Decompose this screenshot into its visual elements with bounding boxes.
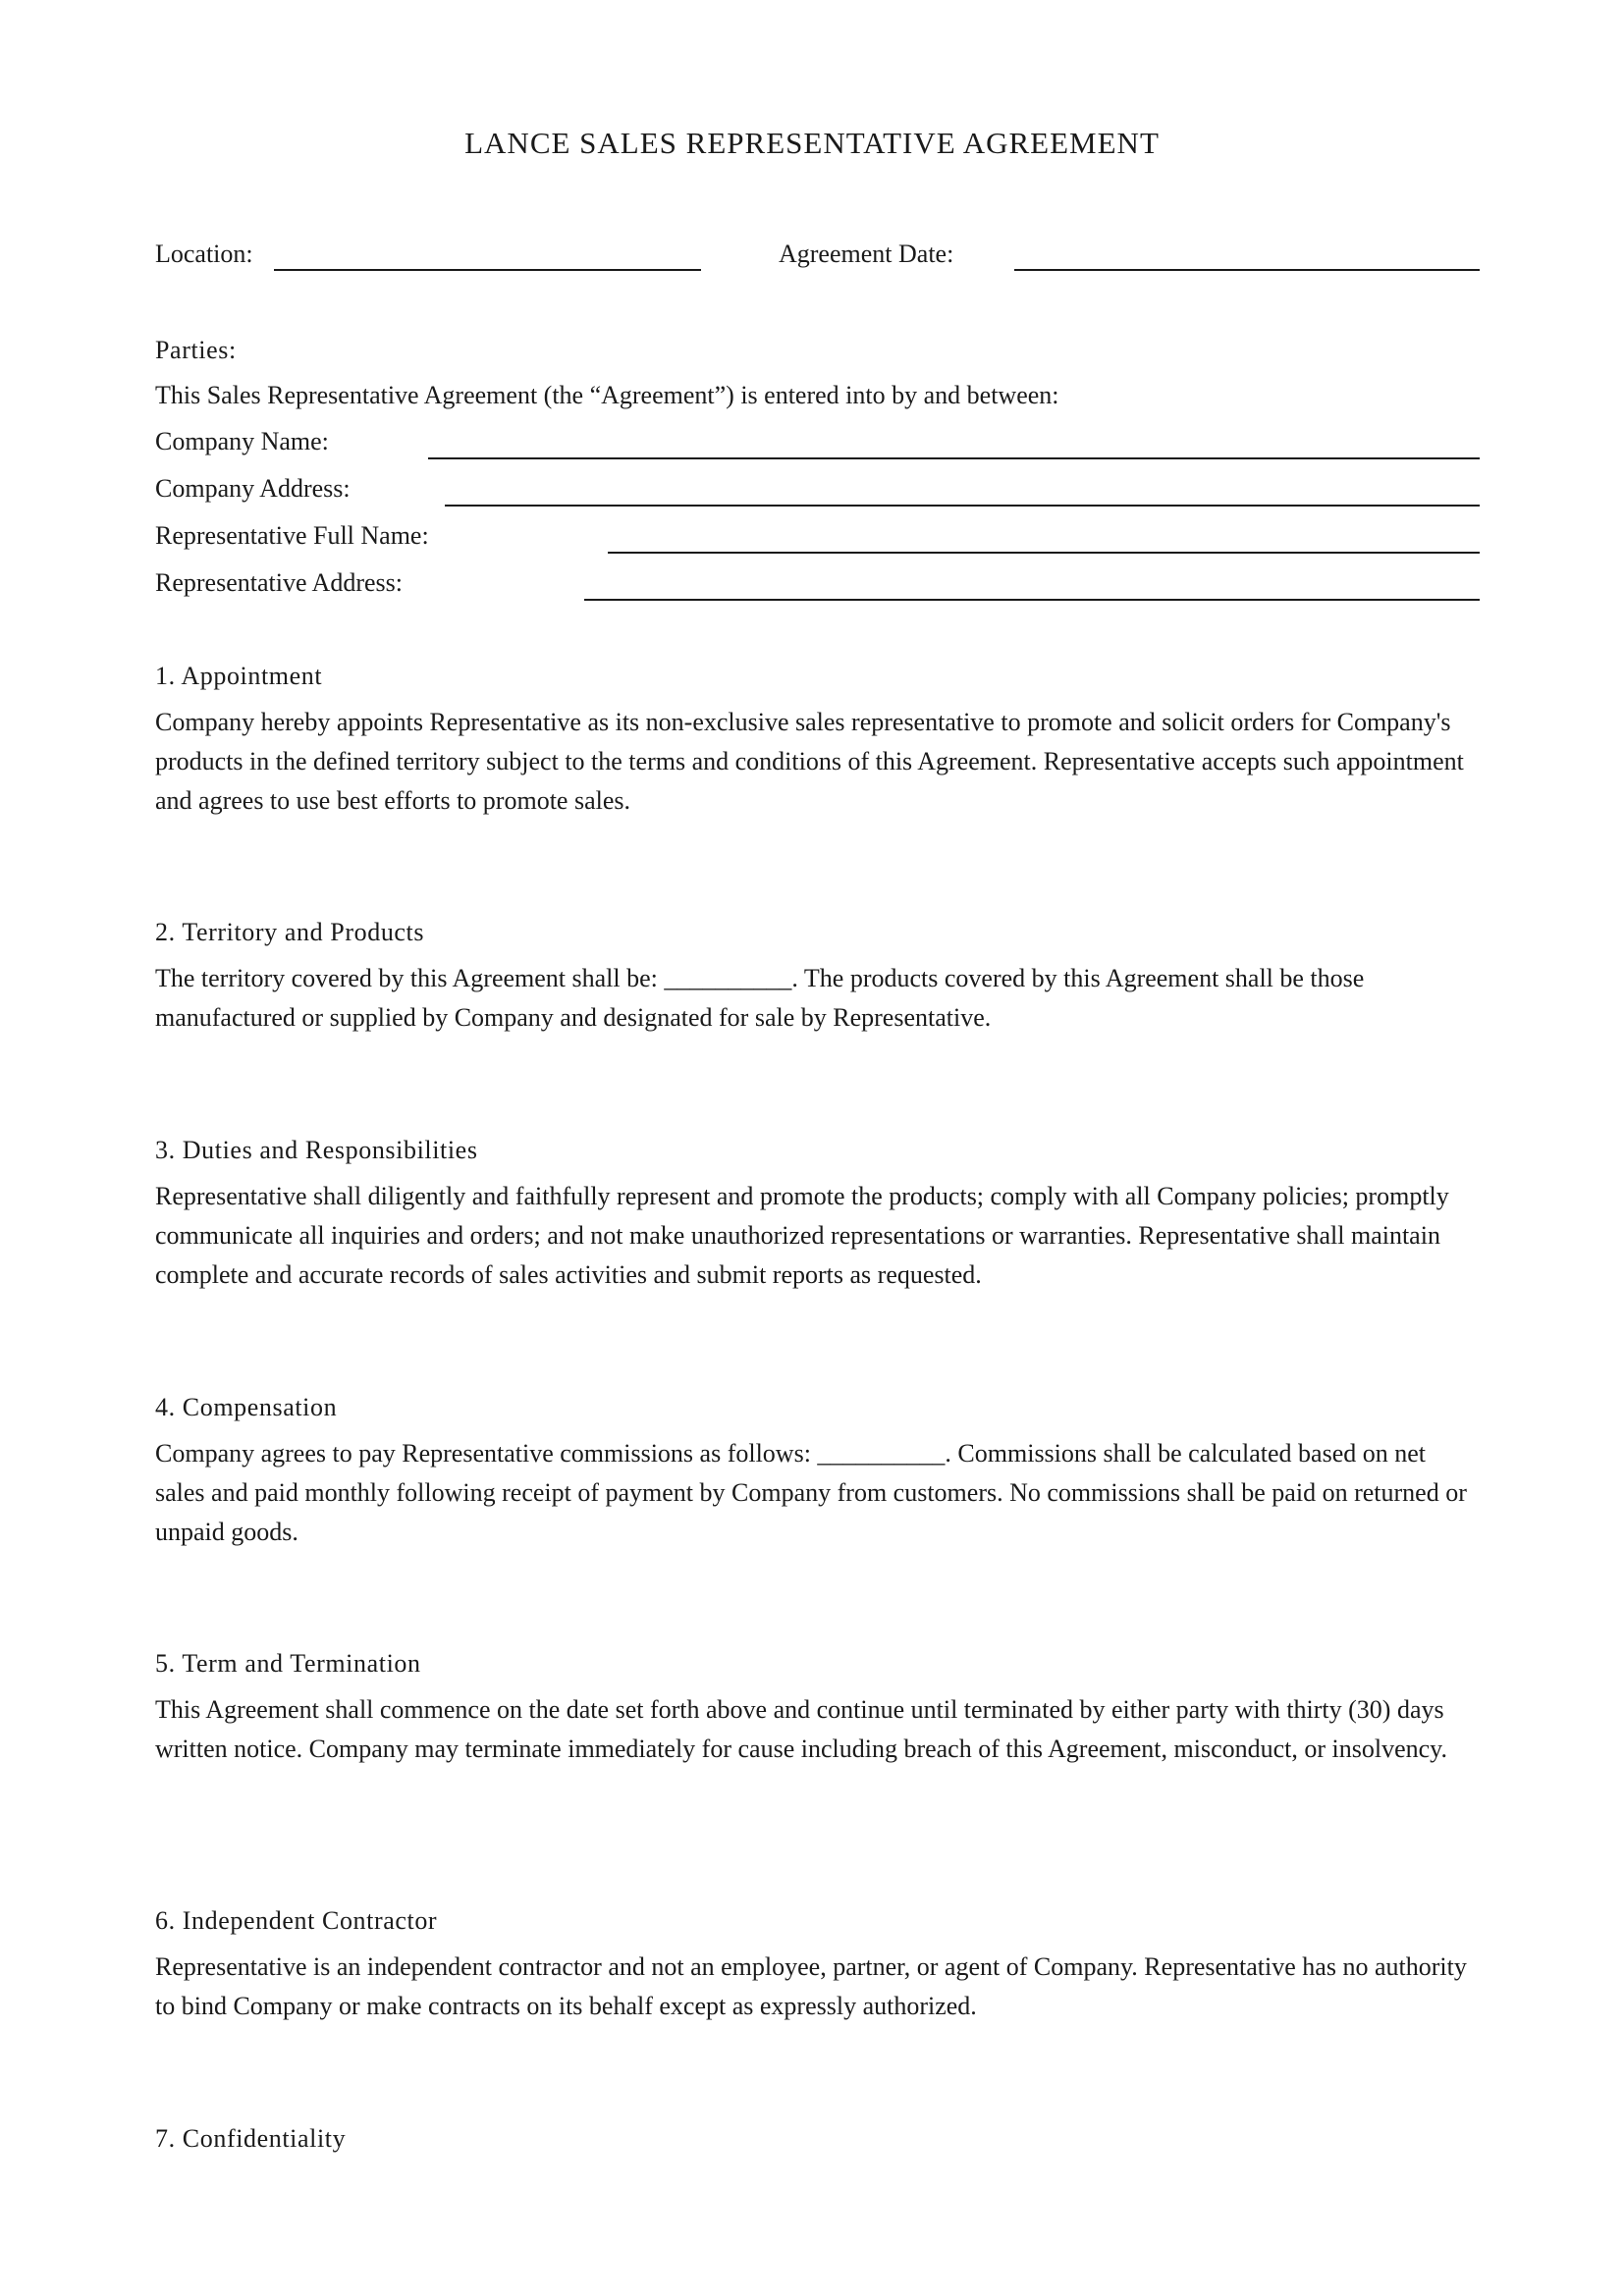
section-heading: 2. Territory and Products (155, 918, 425, 946)
company-name-label: Company Name: (155, 427, 329, 455)
section-heading: 1. Appointment (155, 662, 323, 690)
company-address-label: Company Address: (155, 474, 351, 503)
section-body: The territory covered by this Agreement shall be: __________. The products covered by this Agreement shall be those manufactured or supplied by Company and designated for sale by Representative. (155, 964, 1365, 1032)
section-body: Representative is an independent contractor and not an employee, partner, or agent of Company. Representative has no authority to bind Company or make contracts on its behalf except as expressly authorized. (155, 1952, 1467, 2020)
section-body: This Agreement shall commence on the date set forth above and continue until terminated by either party with thirty (30) days written notice. Company may terminate immediately for cause including breach of this Agreement, misconduct, or insolvency. (155, 1695, 1447, 1763)
agreement-date-field-line[interactable] (1014, 269, 1480, 271)
company-name-field-line[interactable] (428, 457, 1480, 459)
section-heading: 4. Compensation (155, 1393, 338, 1421)
section-heading: 5. Term and Termination (155, 1649, 421, 1678)
agreement-date-label: Agreement Date: (779, 240, 954, 268)
document-title: LANCE SALES REPRESENTATIVE AGREEMENT (464, 126, 1160, 160)
section-heading: 7. Confidentiality (155, 2124, 347, 2153)
representative-address-label: Representative Address: (155, 568, 403, 597)
representative-full-name-field-line[interactable] (608, 552, 1480, 554)
representative-address-field-line[interactable] (584, 599, 1480, 601)
section-body: Representative shall diligently and faithfully represent and promote the products; comply with all Company policies; promptly communicate all inquiries and orders; and not make unauthorized representations or warranties. Representative shall maintain complete and accurate records of sales activities and submit reports as requested. (155, 1182, 1449, 1289)
location-label: Location: (155, 240, 253, 268)
section-heading: 3. Duties and Responsibilities (155, 1136, 478, 1164)
parties-intro: This Sales Representative Agreement (the “Agreement”) is entered into by and between: (155, 381, 1059, 409)
location-field-line[interactable] (274, 269, 701, 271)
section-body: Company agrees to pay Representative commissions as follows: __________. Commissions shall be calculated based on net sales and paid monthly following receipt of payment by Company from customers. No commissions shall be paid on returned or unpaid goods. (155, 1439, 1467, 1546)
section-body: Company hereby appoints Representative as its non-exclusive sales representative to promote and solicit orders for Company's products in the defined territory subject to the terms and conditions of this Agreement. Representative accepts such appointment and agrees to use best efforts to promote sales. (155, 708, 1464, 815)
section-heading: 6. Independent Contractor (155, 1906, 438, 1935)
company-address-field-line[interactable] (445, 505, 1480, 507)
parties-heading: Parties: (155, 336, 237, 364)
representative-full-name-label: Representative Full Name: (155, 521, 429, 550)
